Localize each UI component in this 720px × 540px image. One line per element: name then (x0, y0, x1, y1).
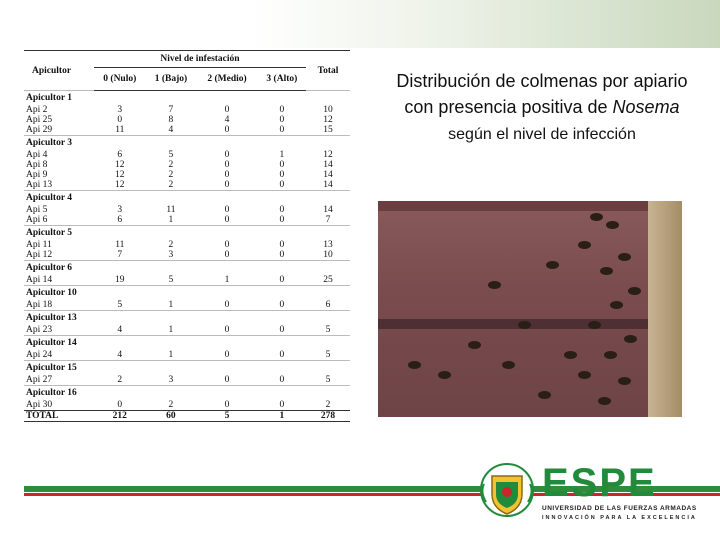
bee-shape (606, 221, 619, 229)
table-row (24, 180, 350, 191)
table-row (24, 350, 350, 361)
table-cell: 0 (279, 215, 285, 225)
table-row (24, 325, 350, 336)
apiary-name: Api 27 (26, 375, 53, 385)
table-cell: 0 (279, 170, 285, 180)
table-cell: 1 (168, 300, 174, 310)
table-group-row (24, 226, 350, 241)
table-cell: 0 (224, 215, 230, 225)
table-cell: 10 (323, 250, 333, 260)
table-cell: 0 (279, 160, 285, 170)
table-cell: 0 (224, 375, 230, 385)
bee-shape (502, 361, 515, 369)
table-cell: 8 (168, 115, 174, 125)
table-cell: 1 (224, 275, 230, 285)
table-cell: 2 (168, 170, 174, 180)
table-cell: 0 (224, 205, 230, 215)
table-cell: 3 (117, 205, 123, 215)
bee-shape (546, 261, 559, 269)
apiary-name: Api 5 (26, 205, 48, 215)
table-cell: 4 (224, 115, 230, 125)
apiary-name: Api 23 (26, 325, 53, 335)
table-row (24, 400, 350, 411)
table-cell: 0 (224, 300, 230, 310)
table-cell: 0 (279, 125, 285, 135)
total-row (24, 411, 350, 422)
group-label: Apicultor 13 (24, 311, 350, 326)
table-cell: 2 (325, 400, 331, 410)
table-row (24, 125, 350, 136)
table-cell: 0 (279, 350, 285, 360)
table-cell: 5 (168, 275, 174, 285)
table-cell: 0 (279, 325, 285, 335)
table-cell: 12 (115, 160, 125, 170)
apiary-name: Api 2 (26, 105, 48, 115)
header-band (0, 0, 720, 48)
table-cell: 0 (279, 375, 285, 385)
total-cell: 1 (258, 411, 306, 422)
bee-shape (578, 371, 591, 379)
table-cell: 1 (168, 350, 174, 360)
table-row (24, 105, 350, 115)
table-cell: 6 (117, 150, 123, 160)
table-cell: 6 (117, 215, 123, 225)
bee-shape (618, 377, 631, 385)
infestation-table-container (24, 50, 350, 480)
table-cell: 2 (117, 375, 123, 385)
col-header-level-2: 2 (Medio) (196, 68, 257, 91)
table-cell: 14 (323, 160, 333, 170)
col-header-apicultor: Apicultor (24, 51, 94, 91)
table-cell: 0 (279, 250, 285, 260)
group-label: Apicultor 6 (24, 261, 350, 276)
table-cell: 10 (323, 105, 333, 115)
table-cell: 15 (323, 125, 333, 135)
col-header-total: Total (306, 51, 350, 91)
bee-shape (588, 321, 601, 329)
group-label: Apicultor 15 (24, 361, 350, 376)
apiary-name: Api 25 (26, 115, 53, 125)
table-cell: 0 (224, 170, 230, 180)
table-row (24, 160, 350, 170)
apiary-name: Api 29 (26, 125, 53, 135)
bee-shape (628, 287, 641, 295)
table-group-row (24, 261, 350, 276)
table-cell: 3 (117, 105, 123, 115)
table-cell: 0 (279, 400, 285, 410)
photo-slat (378, 319, 648, 329)
total-cell: 5 (196, 411, 257, 422)
bee-shape (518, 321, 531, 329)
table-cell: 25 (323, 275, 333, 285)
espe-shield-icon (478, 462, 536, 518)
table-cell: 11 (115, 125, 125, 135)
photo-frame-right (648, 201, 682, 417)
apiary-name: Api 24 (26, 350, 53, 360)
espe-logo (478, 462, 718, 524)
group-label: Apicultor 10 (24, 286, 350, 301)
table-cell: 0 (279, 275, 285, 285)
table-cell: 3 (168, 375, 174, 385)
apiary-name: Api 9 (26, 170, 48, 180)
slide-title (392, 68, 692, 148)
bee-shape (564, 351, 577, 359)
table-cell: 4 (168, 125, 174, 135)
table-cell: 2 (168, 160, 174, 170)
table-group-row (24, 336, 350, 351)
table-cell: 1 (168, 215, 174, 225)
table-cell: 0 (279, 105, 285, 115)
apiary-name: Api 11 (26, 240, 52, 250)
apiary-name: Api 8 (26, 160, 48, 170)
col-header-level-0: 0 (Nulo) (94, 68, 146, 91)
table-cell: 0 (224, 400, 230, 410)
table-cell: 3 (168, 250, 174, 260)
apiary-name: Api 30 (26, 400, 53, 410)
table-cell: 0 (117, 115, 123, 125)
total-cell: 212 (94, 411, 146, 422)
table-cell: 5 (117, 300, 123, 310)
table-cell: 1 (279, 150, 285, 160)
table-group-row (24, 191, 350, 206)
table-row (24, 300, 350, 311)
photo-frame-top (378, 201, 682, 211)
apiary-name: Api 6 (26, 215, 48, 225)
table-cell: 4 (117, 325, 123, 335)
bee-shape (610, 301, 623, 309)
table-cell: 0 (224, 125, 230, 135)
table-group-row (24, 311, 350, 326)
table-cell: 7 (325, 215, 331, 225)
col-header-level-1: 1 (Bajo) (146, 68, 197, 91)
title-part2: según el nivel de infección (448, 126, 636, 143)
table-row (24, 250, 350, 261)
table-cell: 11 (115, 240, 125, 250)
table-cell: 0 (279, 300, 285, 310)
table-cell: 12 (115, 170, 125, 180)
group-label: Apicultor 1 (24, 91, 350, 106)
total-label: TOTAL (24, 411, 94, 422)
table-cell: 0 (279, 180, 285, 190)
table-group-row (24, 136, 350, 151)
table-cell: 0 (224, 105, 230, 115)
table-group-row (24, 361, 350, 376)
table-cell: 0 (224, 350, 230, 360)
university-name: UNIVERSIDAD DE LAS FUERZAS ARMADAS (542, 505, 697, 512)
table-cell: 2 (168, 240, 174, 250)
group-label: Apicultor 5 (24, 226, 350, 241)
table-cell: 2 (168, 180, 174, 190)
bee-shape (598, 397, 611, 405)
table-cell: 0 (224, 240, 230, 250)
table-cell: 0 (279, 240, 285, 250)
table-cell: 2 (168, 400, 174, 410)
table-row (24, 205, 350, 215)
title-part1: Distribución de colmenas por apiario con presencia positiva de (396, 71, 688, 117)
table-cell: 5 (168, 150, 174, 160)
bee-frame-photo (378, 201, 682, 417)
bee-shape (488, 281, 501, 289)
table-row (24, 170, 350, 180)
table-row (24, 275, 350, 286)
espe-wordmark: ESPE (542, 461, 657, 505)
table-row (24, 115, 350, 125)
table-cell: 11 (166, 205, 176, 215)
table-cell: 0 (279, 115, 285, 125)
table-cell: 0 (224, 250, 230, 260)
table-cell: 7 (117, 250, 123, 260)
apiary-name: Api 13 (26, 180, 53, 190)
group-label: Apicultor 3 (24, 136, 350, 151)
bee-shape (468, 341, 481, 349)
apiary-name: Api 4 (26, 150, 48, 160)
table-cell: 0 (117, 400, 123, 410)
table-cell: 13 (323, 240, 333, 250)
table-cell: 14 (323, 170, 333, 180)
table-cell: 0 (224, 325, 230, 335)
table-cell: 0 (224, 180, 230, 190)
bee-shape (604, 351, 617, 359)
table-group-row (24, 286, 350, 301)
table-cell: 0 (279, 205, 285, 215)
table-row (24, 375, 350, 386)
table-cell: 12 (115, 180, 125, 190)
infestation-table (24, 50, 350, 422)
table-group-row (24, 386, 350, 401)
table-cell: 0 (224, 150, 230, 160)
table-cell: 5 (325, 325, 331, 335)
bee-shape (438, 371, 451, 379)
university-motto: INNOVACIÓN PARA LA EXCELENCIA (542, 515, 697, 521)
table-row (24, 215, 350, 226)
col-header-group: Nivel de infestación (94, 51, 306, 68)
apiary-name: Api 14 (26, 275, 53, 285)
table-cell: 12 (323, 150, 333, 160)
table-cell: 5 (325, 350, 331, 360)
group-label: Apicultor 4 (24, 191, 350, 206)
bee-shape (590, 213, 603, 221)
group-label: Apicultor 16 (24, 386, 350, 401)
table-cell: 0 (224, 160, 230, 170)
apiary-name: Api 12 (26, 250, 53, 260)
bee-shape (408, 361, 421, 369)
group-label: Apicultor 14 (24, 336, 350, 351)
apiary-name: Api 18 (26, 300, 53, 310)
table-row (24, 240, 350, 250)
table-cell: 4 (117, 350, 123, 360)
table-cell: 5 (325, 375, 331, 385)
bee-shape (600, 267, 613, 275)
bee-shape (624, 335, 637, 343)
table-cell: 12 (323, 115, 333, 125)
table-cell: 6 (325, 300, 331, 310)
total-cell: 278 (306, 411, 350, 422)
table-cell: 1 (168, 325, 174, 335)
col-header-level-3: 3 (Alto) (258, 68, 306, 91)
table-cell: 14 (323, 180, 333, 190)
table-row (24, 150, 350, 160)
table-cell: 7 (168, 105, 174, 115)
bee-shape (618, 253, 631, 261)
table-cell: 19 (115, 275, 125, 285)
bee-shape (578, 241, 591, 249)
title-nosema: Nosema (612, 97, 680, 117)
total-cell: 60 (146, 411, 197, 422)
bee-shape (538, 391, 551, 399)
table-body (24, 91, 350, 422)
table-group-row (24, 91, 350, 106)
table-cell: 14 (323, 205, 333, 215)
